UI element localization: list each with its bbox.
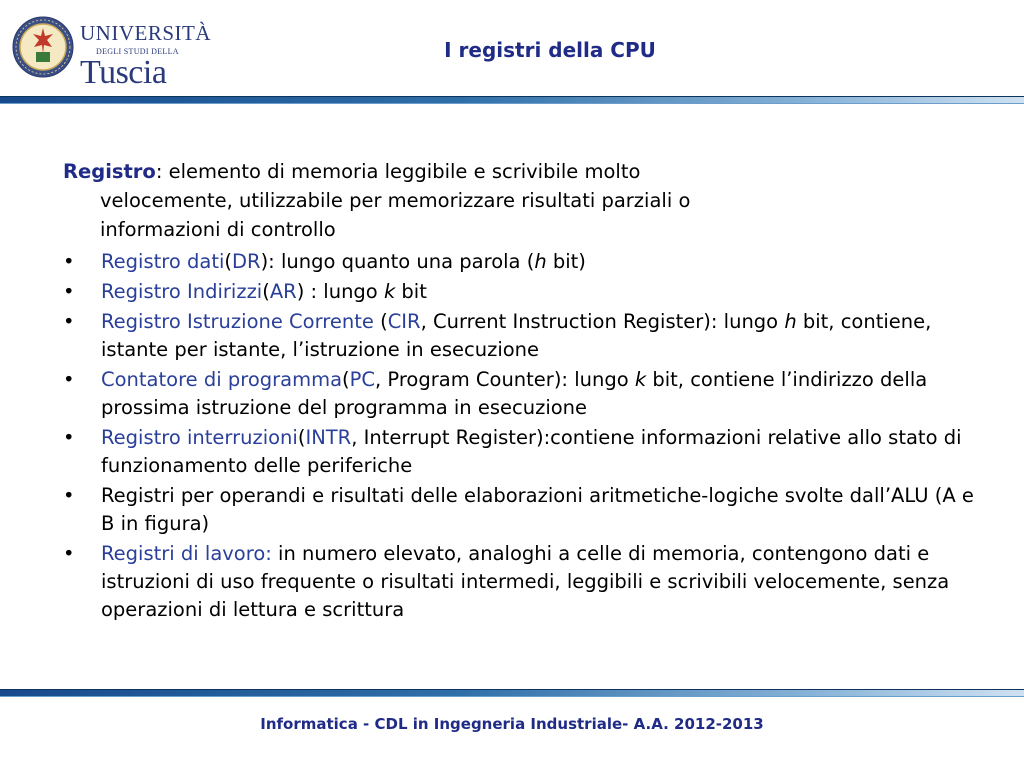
list-item: [63, 366, 983, 422]
list-item: [63, 424, 983, 480]
text-segment: bit): [546, 250, 586, 273]
bullet-icon: •: [63, 280, 75, 303]
footer-divider: [0, 689, 1024, 697]
text-segment: (: [262, 280, 270, 303]
slide-title: I registri della CPU: [444, 38, 656, 62]
definition-term: Registro: [63, 160, 156, 183]
bullet-icon: •: [63, 310, 75, 333]
list-item: [63, 278, 983, 306]
definition-text-a: : elemento di memoria leggibile e scrivibile molto: [155, 160, 641, 183]
text-segment: , Interrupt Register):contiene informazioni relative allo stato di funzionamento delle periferiche: [101, 426, 962, 477]
list-item: [63, 540, 983, 624]
text-segment: (: [224, 250, 232, 273]
list-item: [63, 308, 983, 364]
register-name: Registro dati: [101, 250, 225, 273]
text-segment: (: [342, 368, 350, 391]
text-segment: in numero elevato, analoghi a celle di memoria, contengono dati e istruzioni di uso frequente o risultati intermedi, leggibili e scrivibili velocemente, senza operazioni di lettura e scrittura: [101, 542, 950, 621]
register-name: Registro interruzioni: [101, 426, 298, 449]
bullet-icon: •: [63, 542, 75, 565]
bullet-icon: •: [63, 250, 75, 273]
text-segment: , Current Instruction Register): lungo: [420, 310, 785, 333]
definition-text-b: velocemente, utilizzabile per memorizzare risultati parziali o: [100, 189, 691, 212]
header-divider: [0, 96, 1024, 104]
logo-line-degli-studi: DEGLI STUDI DELLA: [96, 47, 179, 56]
list-item: [63, 482, 983, 538]
text-segment: ): lungo quanto una parola (: [260, 250, 535, 273]
register-name: Registro Indirizzi: [101, 280, 263, 303]
register-acronym: PC: [349, 368, 376, 391]
definition-paragraph: [63, 157, 983, 244]
register-name: Registro Istruzione Corrente: [101, 310, 374, 333]
text-segment: ) : lungo: [296, 280, 384, 303]
list-item: [63, 248, 983, 276]
bullet-icon: •: [63, 484, 75, 507]
footer-text: Informatica - CDL in Ingegneria Industriale- A.A. 2012-2013: [260, 715, 764, 733]
bullet-icon: •: [63, 426, 75, 449]
text-segment: h: [534, 250, 547, 273]
register-name: Contatore di programma: [101, 368, 343, 391]
register-name: Registri di lavoro:: [101, 542, 272, 565]
register-acronym: INTR: [305, 426, 352, 449]
register-acronym: AR: [269, 280, 297, 303]
text-segment: bit, contiene l’indirizzo della prossima istruzione del programma in esecuzione: [101, 368, 928, 419]
text-segment: , Program Counter): lungo: [375, 368, 635, 391]
slide-body: [63, 157, 983, 624]
text-segment: k: [383, 280, 396, 303]
text-segment: (: [373, 310, 388, 333]
text-segment: bit, contiene, istante per istante, l’istruzione in esecuzione: [101, 310, 932, 361]
logo-line-tuscia: Tuscia: [80, 54, 167, 91]
text-segment: h: [784, 310, 797, 333]
logo-line-universita: UNIVERSITÀ: [80, 21, 211, 45]
bullet-icon: •: [63, 368, 75, 391]
register-list: [63, 248, 983, 624]
text-segment: k: [634, 368, 647, 391]
text-segment: (: [297, 426, 306, 449]
text-segment: bit: [395, 280, 427, 303]
register-acronym: DR: [232, 250, 261, 273]
definition-text-c: informazioni di controllo: [100, 218, 336, 241]
register-acronym: CIR: [387, 310, 421, 333]
text-segment: Registri per operandi e risultati delle elaborazioni aritmetiche-logiche svolte dall’ALU (A e B in figura): [101, 484, 974, 535]
